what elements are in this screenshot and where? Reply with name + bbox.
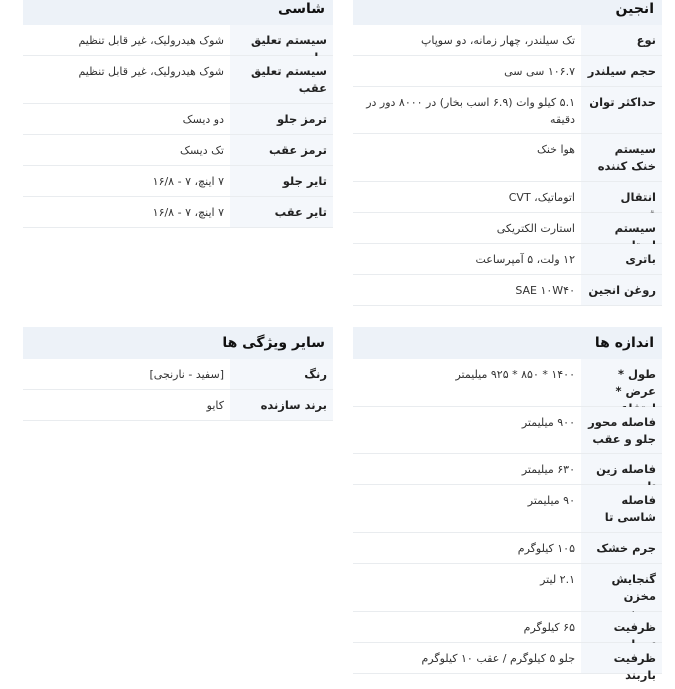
table-row — [353, 643, 662, 682]
table-row — [353, 564, 662, 612]
spec-label: ظرفیت باربند — [581, 643, 662, 673]
table-row — [353, 56, 662, 87]
table-row — [353, 275, 662, 306]
table-row — [353, 533, 662, 564]
spec-value: ۱۲ ولت، ۵ آمپرساعت — [475, 253, 575, 266]
spec-value: دو دیسک — [182, 113, 224, 126]
spec-label: نوع — [581, 25, 662, 55]
spec-value: ۱۰۵ کیلوگرم — [517, 542, 575, 555]
spec-label: گنجایش مخزن — [581, 564, 662, 611]
spec-value: ۶۳۰ میلیمتر — [521, 463, 575, 476]
table-row — [353, 359, 662, 407]
spec-label: جرم خشک — [581, 533, 662, 563]
table-row — [23, 166, 333, 197]
spec-value: شوک هیدرولیک، غیر قابل تنظیم — [78, 65, 224, 78]
spec-value: کایو — [206, 399, 224, 412]
spec-label: باتری — [581, 244, 662, 274]
table-row — [353, 407, 662, 454]
spec-value: جلو ۵ کیلوگرم / عقب ۱۰ کیلوگرم — [421, 652, 575, 665]
spec-label: ظرفیت — [581, 612, 662, 642]
spec-value: ۹۰۰ میلیمتر — [521, 416, 575, 429]
spec-value: ۶۵ کیلوگرم — [523, 621, 575, 634]
spec-label: سیستم تعلیق — [230, 25, 333, 55]
chassis-spec-table — [23, 25, 333, 228]
spec-label: فاصله شاسی تا — [581, 485, 662, 532]
other-features-section-title: سایر ویژگی ها — [23, 327, 333, 359]
table-row — [23, 390, 333, 421]
spec-label: طول * عرض * — [581, 359, 662, 406]
spec-label: حداکثر توان — [581, 87, 662, 133]
spec-value: شوک هیدرولیک، غیر قابل تنظیم — [78, 34, 224, 47]
table-row — [23, 56, 333, 104]
spec-label: فاصله زین — [581, 454, 662, 484]
spec-value: ۷ اینچ، ۷ - ۱۶/۸ — [152, 175, 224, 188]
spec-label: سیستم تعلیق عقب — [230, 56, 333, 103]
table-row — [353, 612, 662, 643]
spec-label: سیستم — [581, 213, 662, 243]
spec-label: انتقال — [581, 182, 662, 212]
chassis-section-title: شاسی — [23, 0, 333, 25]
spec-value: ۱۰۶.۷ سی سی — [504, 65, 575, 78]
dimensions-section — [353, 327, 662, 682]
table-row — [23, 25, 333, 56]
table-row — [23, 197, 333, 228]
spec-value: تک دیسک — [179, 144, 224, 157]
spec-label: روغن انجین — [581, 275, 662, 305]
engine-spec-table — [353, 25, 662, 306]
chassis-section — [23, 0, 333, 228]
spec-value: ۹۰ میلیمتر — [527, 494, 575, 507]
spec-label: رنگ — [230, 359, 333, 389]
table-row — [353, 87, 662, 134]
spec-value: [سفید - نارنجی] — [149, 368, 224, 381]
spec-label: سیستم خنک کننده — [581, 134, 662, 181]
spec-label: برند سازنده — [230, 390, 333, 420]
spec-label: ترمز جلو — [230, 104, 333, 134]
table-row — [353, 485, 662, 533]
dimensions-section-title: اندازه ها — [353, 327, 662, 359]
spec-value: هوا خنک — [536, 143, 575, 156]
table-row — [353, 244, 662, 275]
spec-value: ۵.۱ کیلو وات (۶.۹ اسب بخار) در ۸۰۰۰ دور در دقیقه — [366, 96, 575, 126]
table-row — [353, 213, 662, 244]
table-row — [23, 135, 333, 166]
spec-value: تک سیلندر، چهار زمانه، دو سوپاپ — [421, 34, 575, 47]
other-features-spec-table — [23, 359, 333, 421]
table-row — [23, 359, 333, 390]
spec-value: SAE ۱۰W۴۰ — [515, 284, 575, 297]
engine-section-title: انجین — [353, 0, 662, 25]
other-features-section — [23, 327, 333, 421]
spec-value: استارت الکتریکی — [496, 222, 575, 235]
spec-value: ۲.۱ لیتر — [540, 573, 575, 586]
spec-label: ترمز عقب — [230, 135, 333, 165]
table-row — [23, 104, 333, 135]
engine-section — [353, 0, 662, 306]
table-row — [353, 182, 662, 213]
dimensions-spec-table — [353, 359, 662, 682]
spec-value: اتوماتیک، CVT — [508, 191, 575, 204]
spec-label: فاصله محور جلو و عقب — [581, 407, 662, 453]
table-row — [353, 25, 662, 56]
spec-label: تایر عقب — [230, 197, 333, 227]
table-row — [353, 134, 662, 182]
spec-value: ۱۴۰۰ * ۸۵۰ * ۹۲۵ میلیمتر — [455, 368, 575, 381]
table-row — [353, 454, 662, 485]
spec-value: ۷ اینچ، ۷ - ۱۶/۸ — [152, 206, 224, 219]
spec-label: تایر جلو — [230, 166, 333, 196]
spec-label: حجم سیلندر — [581, 56, 662, 86]
